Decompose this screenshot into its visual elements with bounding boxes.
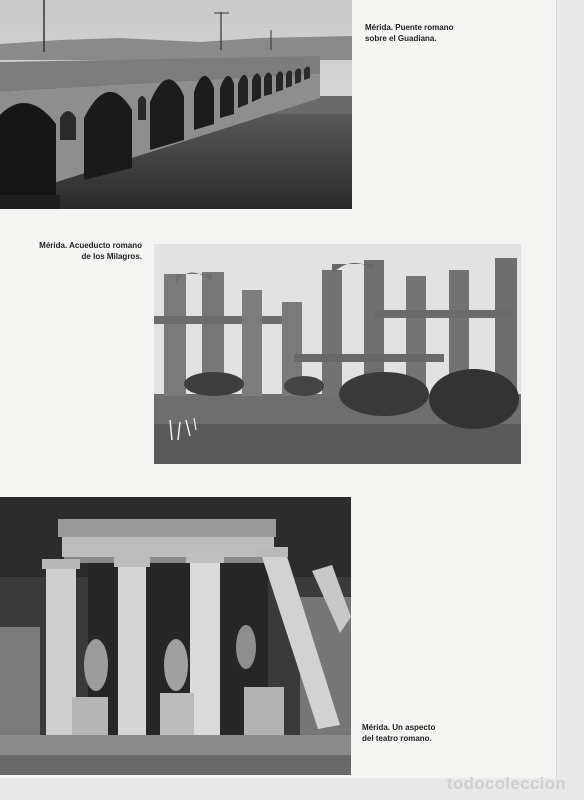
theatre-photo <box>0 497 351 775</box>
watermark-logo: todocoleccion <box>446 774 566 793</box>
aqueduct-caption-line-2: de los Milagros. <box>81 252 142 261</box>
theatre-caption-line-1: Mérida. Un aspecto <box>362 723 436 732</box>
theatre-caption <box>362 722 542 744</box>
bridge-caption-line-1: Mérida. Puente romano <box>365 23 454 32</box>
theatre-caption-line-2: del teatro romano. <box>362 734 432 743</box>
aqueduct-caption <box>0 240 142 262</box>
show-through-text-left <box>70 270 150 470</box>
aqueduct-photo <box>154 244 521 464</box>
bridge-caption <box>365 22 545 44</box>
bridge-photo <box>0 0 352 209</box>
bridge-caption-line-2: sobre el Guadiana. <box>365 34 437 43</box>
aqueduct-caption-line-1: Mérida. Acueducto romano <box>39 241 142 250</box>
